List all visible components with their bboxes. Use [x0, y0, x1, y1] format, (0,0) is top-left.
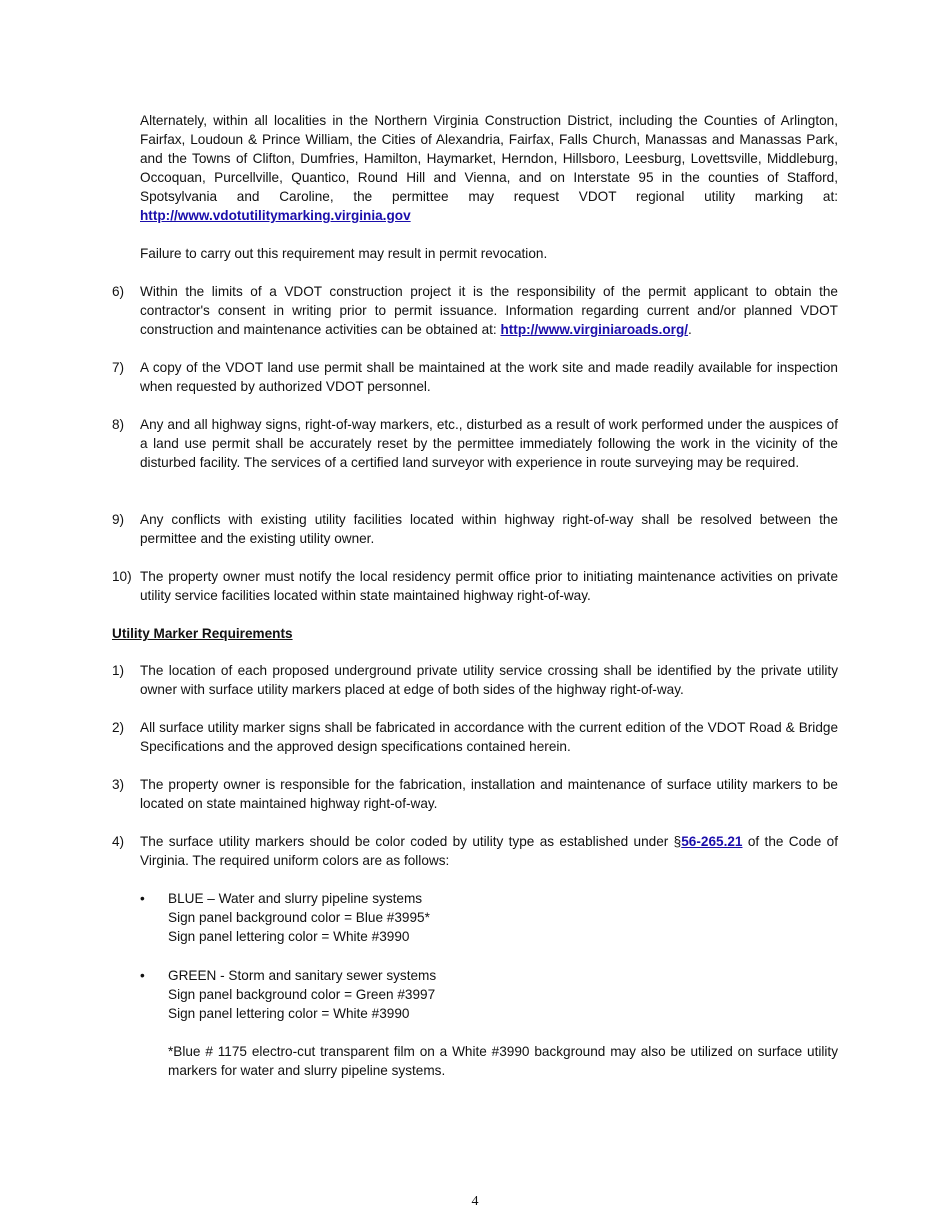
marker-item-2-text: All surface utility marker signs shall be fabricated in accordance with the current edition of the VDOT Road & Bridge Specifications and the approved design specifications contained herein.	[140, 720, 838, 754]
code-of-virginia-link[interactable]: 56-265.21	[681, 834, 743, 849]
vdot-utility-marking-link[interactable]: http://www.vdotutilitymarking.virginia.gov	[140, 208, 411, 223]
item-6-text: Within the limits of a VDOT construction project it is the responsibility of the permit applicant to obtain the contractor's consent in writing prior to permit issuance. Information regarding current and/or planned VDOT construction and maintenance activities can be obtained at: http://www.virginiaroads.org/.	[140, 284, 838, 337]
item-number: 4)	[112, 834, 125, 849]
bullet-icon: •	[140, 891, 145, 906]
bullet-blue: BLUE – Water and slurry pipeline systems Sign panel background color = Blue #3995* Sign panel lettering color = White #3990	[168, 891, 430, 944]
item-number: 3)	[112, 777, 125, 792]
marker-item-4-text: The surface utility markers should be color coded by utility type as established under §56-265.21 of the Code of Virginia. The required uniform colors are as follows:	[140, 834, 838, 868]
item-number: 9)	[112, 512, 125, 527]
marker-item-3-text: The property owner is responsible for the fabrication, installation and maintenance of surface utility markers to be located on state maintained highway right-of-way.	[140, 777, 838, 811]
item-9-text: Any conflicts with existing utility facilities located within highway right-of-way shall be resolved between the permittee and the existing utility owner.	[140, 512, 838, 546]
intro-paragraph: Alternately, within all localities in the Northern Virginia Construction District, including the Counties of Arlington, Fairfax, Loudoun & Prince William, the Cities of Alexandria, Fairfax, Falls Church, Manassas and Manassas Park, and the Towns of Clifton, Dumfries, Hamilton, Haymarket, Herndon, Hillsboro, Leesburg, Lovettsville, Middleburg, Occoquan, Purcellville, Quantico, Round Hill and Vienna, and on Interstate 95 in the counties of Stafford, Spotsylvania and Caroline, the permittee may request VDOT regional utility marking at: http://www.vdotutilitymarking.virginia.gov	[140, 113, 838, 223]
item-7-text: A copy of the VDOT land use permit shall be maintained at the work site and made readily available for inspection when requested by authorized VDOT personnel.	[140, 360, 838, 394]
item-number: 1)	[112, 663, 125, 678]
revocation-note: Failure to carry out this requirement may result in permit revocation.	[140, 246, 548, 261]
bullet-icon: •	[140, 968, 145, 983]
virginia-roads-link[interactable]: http://www.virginiaroads.org/	[500, 322, 689, 337]
item-number: 10)	[112, 569, 132, 584]
item-10-text: The property owner must notify the local residency permit office prior to initiating maintenance activities on private utility service facilities located within state maintained highway right-of-way.	[140, 569, 838, 603]
bullet-green: GREEN - Storm and sanitary sewer systems Sign panel background color = Green #3997 Sign panel lettering color = White #3990	[168, 968, 437, 1021]
item-number: 8)	[112, 417, 125, 432]
item-number: 6)	[112, 284, 125, 299]
item-8-text: Any and all highway signs, right-of-way markers, etc., disturbed as a result of work performed under the auspices of a land use permit shall be accurately reset by the permittee immediately following the work in the vicinity of the disturbed facility. The services of a certified land surveyor with experience in route surveying may be required.	[140, 417, 838, 470]
page-number: 4	[471, 1194, 479, 1209]
section-heading: Utility Marker Requirements	[112, 626, 293, 641]
footnote: *Blue # 1175 electro-cut transparent film on a White #3990 background may also be utilized on surface utility markers for water and slurry pipeline systems.	[168, 1044, 838, 1078]
item-number: 2)	[112, 720, 125, 735]
marker-item-1-text: The location of each proposed underground private utility service crossing shall be identified by the private utility owner with surface utility markers placed at edge of both sides of the highway right-of-way.	[140, 663, 838, 697]
item-number: 7)	[112, 360, 125, 375]
